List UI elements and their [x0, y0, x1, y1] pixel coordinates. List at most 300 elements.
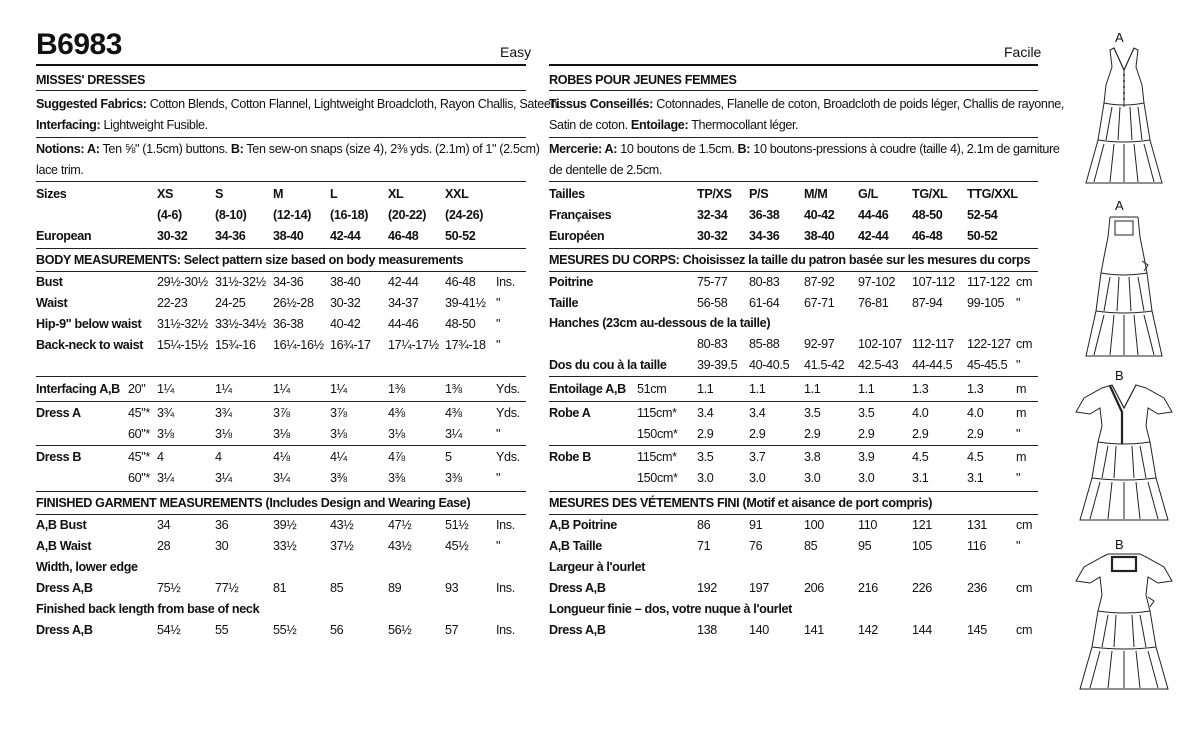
value-cell: 4	[215, 450, 222, 464]
size-europeen: 50-52	[967, 229, 998, 243]
fabric-width: 150cm*	[637, 427, 678, 441]
fabric-width: 60"*	[128, 427, 150, 441]
size-european: 34-36	[215, 229, 246, 243]
value-cell: 24-25	[215, 296, 246, 310]
fabric-width: 45"*	[128, 406, 150, 420]
row-label: Robe A	[549, 406, 591, 420]
value-cell: 75-77	[697, 275, 728, 289]
value-cell: 57	[445, 623, 459, 637]
value-cell: 131	[967, 518, 987, 532]
row-label: A,B Taille	[549, 539, 602, 553]
interfacing-text: Lightweight Fusible.	[100, 118, 208, 132]
value-cell: 40-40.5	[749, 358, 790, 372]
size-range: (12-14)	[273, 208, 312, 222]
value-cell: 1.1	[697, 382, 714, 396]
value-cell: 1.3	[967, 382, 984, 396]
size-range: (4-6)	[157, 208, 182, 222]
value-cell: 5	[445, 450, 452, 464]
value-cell: 4⅜	[445, 406, 462, 420]
divider	[549, 137, 1038, 138]
finished-length-title: Finished back length from base of neck	[36, 602, 260, 616]
value-cell: 33½-34½	[215, 317, 266, 331]
size-range: (24-26)	[445, 208, 484, 222]
value-cell: 41.5-42	[804, 358, 845, 372]
row-label: Waist	[36, 296, 68, 310]
value-cell: 71	[697, 539, 711, 553]
divider	[549, 90, 1038, 91]
value-cell: 85-88	[749, 337, 780, 351]
value-cell: 43½	[388, 539, 412, 553]
value-cell: 2.9	[749, 427, 766, 441]
value-cell: 42.5-43	[858, 358, 899, 372]
value-cell: 4⅛	[273, 450, 290, 464]
size-range: (20-22)	[388, 208, 427, 222]
row-label: Interfacing A,B	[36, 382, 120, 396]
value-cell: 36-38	[273, 317, 304, 331]
divider	[549, 445, 1038, 446]
unit-cell: cm	[1016, 581, 1033, 595]
value-cell: 4	[157, 450, 164, 464]
english-column	[36, 0, 561, 752]
value-cell: 97-102	[858, 275, 896, 289]
value-cell: 44-46	[388, 317, 419, 331]
unit-cell: m	[1016, 406, 1027, 420]
value-cell: 2.9	[858, 427, 875, 441]
value-cell: 76	[749, 539, 763, 553]
divider	[36, 248, 526, 249]
value-cell: 3⅛	[215, 427, 232, 441]
row-label: Dress B	[36, 450, 82, 464]
row-label: Dress A,B	[549, 581, 606, 595]
view-letter: A	[1115, 198, 1124, 213]
value-cell: 51½	[445, 518, 469, 532]
value-cell: 56	[330, 623, 344, 637]
unit-cell: Yds.	[496, 450, 520, 464]
value-cell: 3⅛	[157, 427, 174, 441]
value-cell: 30-32	[330, 296, 361, 310]
value-cell: 85	[330, 581, 344, 595]
value-cell: 100	[804, 518, 824, 532]
unit-cell: "	[496, 539, 501, 553]
value-cell: 4⅜	[388, 406, 405, 420]
unit-cell: Ins.	[496, 581, 515, 595]
value-cell: 37½	[330, 539, 354, 553]
row-label: Bust	[36, 275, 63, 289]
notions-text: 10 boutons de 1.5cm.	[617, 142, 738, 156]
value-cell: 80-83	[749, 275, 780, 289]
value-cell: 3.4	[697, 406, 714, 420]
finished-measurements-title: FINISHED GARMENT MEASUREMENTS (Includes Design and Wearing Ease)	[36, 496, 471, 510]
unit-cell: "	[496, 296, 501, 310]
fabric-width: 150cm*	[637, 471, 678, 485]
fabric-width: 115cm*	[637, 406, 677, 420]
size-europeen: 42-44	[858, 229, 889, 243]
size-francaises: 36-38	[749, 208, 780, 222]
value-cell: 46-48	[445, 275, 476, 289]
divider	[36, 491, 526, 492]
unit-cell: "	[1016, 427, 1021, 441]
size-header: TTG/XXL	[967, 187, 1018, 201]
unit-cell: "	[496, 317, 501, 331]
divider	[549, 491, 1038, 492]
value-cell: 85	[804, 539, 818, 553]
value-cell: 122-127	[967, 337, 1011, 351]
divider	[549, 514, 1038, 515]
size-francaises: 44-46	[858, 208, 889, 222]
row-label: Dos du cou à la taille	[549, 358, 667, 372]
value-cell: 81	[273, 581, 287, 595]
value-cell: 2.9	[804, 427, 821, 441]
row-label: Back-neck to waist	[36, 338, 144, 352]
value-cell: 236	[967, 581, 987, 595]
value-cell: 216	[858, 581, 878, 595]
fabrics-text: Cotonnades, Flanelle de coton, Broadcloth de poids léger, Challis de rayonne,	[653, 97, 1065, 111]
value-cell: 61-64	[749, 296, 780, 310]
value-cell: 99-105	[967, 296, 1005, 310]
value-cell: 3¼	[273, 471, 290, 485]
value-cell: 1¼	[330, 382, 347, 396]
interfacing-label: Entoilage:	[630, 118, 689, 132]
finished-measurements-title: MESURES DES VÉTEMENTS FINI (Motif et aisance de port compris)	[549, 496, 933, 510]
value-cell: 140	[749, 623, 769, 637]
size-european: 50-52	[445, 229, 476, 243]
unit-cell: "	[1016, 539, 1021, 553]
size-header: S	[215, 187, 224, 201]
value-cell: 3.1	[912, 471, 929, 485]
value-cell: 4¼	[330, 450, 347, 464]
value-cell: 3.0	[749, 471, 766, 485]
value-cell: 17¾-18	[445, 338, 486, 352]
unit-cell: cm	[1016, 337, 1033, 351]
value-cell: 3¼	[215, 471, 232, 485]
size-header: G/L	[858, 187, 878, 201]
value-cell: 34	[157, 518, 171, 532]
value-cell: 76-81	[858, 296, 889, 310]
size-header: TP/XS	[697, 187, 732, 201]
size-europeen: 38-40	[804, 229, 835, 243]
interfacing-line	[36, 115, 208, 136]
fabric-width: 115cm*	[637, 450, 677, 464]
value-cell: 39-39.5	[697, 358, 738, 372]
row-label: Dress A,B	[549, 623, 606, 637]
value-cell: 34-36	[273, 275, 304, 289]
value-cell: 92-97	[804, 337, 835, 351]
row-label: Dress A,B	[36, 581, 93, 595]
fabric-width: 20"	[128, 382, 146, 396]
value-cell: 44-44.5	[912, 358, 953, 372]
divider	[36, 90, 526, 91]
section-title: MISSES' DRESSES	[36, 73, 146, 87]
value-cell: 56½	[388, 623, 412, 637]
size-francaises: 32-34	[697, 208, 728, 222]
unit-cell: cm	[1016, 623, 1033, 637]
value-cell: 3.5	[804, 406, 821, 420]
sleeveless-button-front-dress-icon	[1084, 45, 1164, 185]
value-cell: 1.3	[912, 382, 929, 396]
flutter-sleeve-square-neck-dress-icon	[1074, 551, 1174, 691]
unit-cell: "	[496, 338, 501, 352]
divider	[36, 137, 526, 138]
value-cell: 91	[749, 518, 763, 532]
value-cell: 87-92	[804, 275, 835, 289]
unit-cell: m	[1016, 450, 1027, 464]
francaises-label: Françaises	[549, 208, 612, 222]
value-cell: 3.0	[697, 471, 714, 485]
notions-text: Ten ⅝" (1.5cm) buttons.	[99, 142, 231, 156]
row-label: Dress A,B	[36, 623, 93, 637]
fabrics-line	[549, 115, 798, 136]
value-cell: 3.0	[804, 471, 821, 485]
value-cell: 3⅛	[388, 427, 405, 441]
notions-text: Ten sew-on snaps (size 4), 2⅜ yds. (2.1m) of 1" (2.5cm)	[243, 142, 540, 156]
value-cell: 77½	[215, 581, 239, 595]
size-header: P/S	[749, 187, 769, 201]
size-francaises: 48-50	[912, 208, 943, 222]
value-cell: 1.1	[858, 382, 875, 396]
size-header: XS	[157, 187, 174, 201]
value-cell: 39½	[273, 518, 297, 532]
value-cell: 75½	[157, 581, 181, 595]
value-cell: 15¼-15½	[157, 338, 208, 352]
fabric-width: 60"*	[128, 471, 150, 485]
finished-length-title: Longueur finie – dos, votre nuque à l'ourlet	[549, 602, 792, 616]
value-cell: 1.1	[749, 382, 766, 396]
unit-cell: "	[1016, 471, 1021, 485]
value-cell: 112-117	[912, 337, 954, 351]
value-cell: 192	[697, 581, 717, 595]
divider	[549, 248, 1038, 249]
section-title: ROBES POUR JEUNES FEMMES	[549, 73, 737, 87]
value-cell: 145	[967, 623, 987, 637]
value-cell: 1.1	[804, 382, 821, 396]
size-range: (16-18)	[330, 208, 369, 222]
unit-cell: "	[1016, 296, 1021, 310]
value-cell: 4.0	[967, 406, 984, 420]
value-cell: 28	[157, 539, 171, 553]
difficulty-level-en: Easy	[500, 44, 532, 60]
size-european: 42-44	[330, 229, 361, 243]
fabrics-label: Suggested Fabrics:	[36, 97, 147, 111]
value-cell: 15¾-16	[215, 338, 256, 352]
value-cell: 31½-32½	[157, 317, 208, 331]
value-cell: 3⅜	[330, 471, 347, 485]
row-label: Poitrine	[549, 275, 594, 289]
value-cell: 3¾	[157, 406, 174, 420]
divider	[36, 181, 526, 182]
sleeveless-square-neck-dress-icon	[1084, 213, 1164, 358]
value-cell: 3⅜	[445, 471, 462, 485]
size-europeen: 30-32	[697, 229, 728, 243]
divider	[549, 376, 1038, 377]
notions-line: lace trim.	[36, 163, 84, 177]
row-label: Taille	[549, 296, 579, 310]
value-cell: 34-37	[388, 296, 419, 310]
value-cell: 47½	[388, 518, 412, 532]
value-cell: 144	[912, 623, 932, 637]
size-europeen: 34-36	[749, 229, 780, 243]
view-letter: B	[1115, 368, 1124, 383]
unit-cell: cm	[1016, 275, 1033, 289]
value-cell: 142	[858, 623, 878, 637]
value-cell: 48-50	[445, 317, 476, 331]
unit-cell: Yds.	[496, 406, 520, 420]
fabrics-label: Tissus Conseillés:	[549, 97, 654, 111]
european-label: European	[36, 229, 92, 243]
sizes-label: Sizes	[36, 187, 67, 201]
size-header: M	[273, 187, 284, 201]
size-european: 46-48	[388, 229, 419, 243]
value-cell: 3¼	[157, 471, 174, 485]
value-cell: 206	[804, 581, 824, 595]
europeen-label: Européen	[549, 229, 605, 243]
value-cell: 2.9	[912, 427, 929, 441]
value-cell: 89	[388, 581, 402, 595]
row-label: Dress A	[36, 406, 81, 420]
value-cell: 1⅜	[445, 382, 462, 396]
value-cell: 4.0	[912, 406, 929, 420]
divider	[549, 401, 1038, 402]
value-cell: 4⅞	[388, 450, 405, 464]
fabric-width: 51cm	[637, 382, 667, 396]
fabrics-text: Cotton Blends, Cotton Flannel, Lightweight Broadcloth, Rayon Challis, Sateen.	[146, 97, 561, 111]
unit-cell: "	[496, 427, 501, 441]
value-cell: 3⅜	[388, 471, 405, 485]
value-cell: 226	[912, 581, 932, 595]
notions-label: Mercerie: A:	[549, 142, 618, 156]
notions-b-label: B:	[230, 142, 244, 156]
row-label: A,B Poitrine	[549, 518, 617, 532]
fabrics-line	[36, 94, 560, 115]
value-cell: 3⅛	[330, 427, 347, 441]
value-cell: 141	[804, 623, 824, 637]
unit-cell: Ins.	[496, 275, 515, 289]
pattern-number: B6983	[36, 28, 122, 61]
value-cell: 3¾	[215, 406, 232, 420]
notions-line	[549, 139, 1060, 160]
value-cell: 55	[215, 623, 229, 637]
value-cell: 2.9	[967, 427, 984, 441]
value-cell: 55½	[273, 623, 297, 637]
value-cell: 26½-28	[273, 296, 314, 310]
divider	[36, 445, 526, 446]
value-cell: 95	[858, 539, 872, 553]
width-lower-edge-title: Largeur à l'ourlet	[549, 560, 646, 574]
value-cell: 40-42	[330, 317, 361, 331]
interfacing-text: Thermocollant léger.	[688, 118, 799, 132]
value-cell: 3.9	[858, 450, 875, 464]
size-header: M/M	[804, 187, 828, 201]
value-cell: 1¼	[215, 382, 232, 396]
value-cell: 197	[749, 581, 769, 595]
value-cell: 29½-30½	[157, 275, 208, 289]
body-measurements-title: BODY MEASUREMENTS: Select pattern size based on body measurements	[36, 253, 464, 267]
row-label: A,B Waist	[36, 539, 92, 553]
row-label: Hip-9" below waist	[36, 317, 142, 331]
notions-label: Notions: A:	[36, 142, 100, 156]
notions-line	[36, 139, 540, 160]
size-header: XL	[388, 187, 404, 201]
notions-text: 10 boutons-pressions à coudre (taille 4), 2.1m de garniture	[750, 142, 1060, 156]
size-europeen: 46-48	[912, 229, 943, 243]
value-cell: 3⅞	[330, 406, 347, 420]
value-cell: 42-44	[388, 275, 419, 289]
value-cell: 80-83	[697, 337, 728, 351]
value-cell: 3.8	[804, 450, 821, 464]
value-cell: 39-41½	[445, 296, 486, 310]
value-cell: 31½-32½	[215, 275, 266, 289]
value-cell: 38-40	[330, 275, 361, 289]
value-cell: 2.9	[697, 427, 714, 441]
value-cell: 3⅞	[273, 406, 290, 420]
row-label: Entoilage A,B	[549, 382, 626, 396]
width-lower-edge-title: Width, lower edge	[36, 560, 138, 574]
value-cell: 138	[697, 623, 717, 637]
unit-cell: Ins.	[496, 623, 515, 637]
hip-label: Hanches (23cm au-dessous de la taille)	[549, 316, 771, 330]
sizes-label: Tailles	[549, 187, 585, 201]
value-cell: 105	[912, 539, 932, 553]
difficulty-level-fr: Facile	[1004, 44, 1042, 60]
value-cell: 1¼	[157, 382, 174, 396]
value-cell: 3.1	[967, 471, 984, 485]
value-cell: 102-107	[858, 337, 902, 351]
value-cell: 117-122	[967, 275, 1010, 289]
value-cell: 93	[445, 581, 459, 595]
value-cell: 17¼-17½	[388, 338, 439, 352]
value-cell: 3¼	[445, 427, 462, 441]
fabric-width: 45"*	[128, 450, 150, 464]
value-cell: 107-112	[912, 275, 955, 289]
row-label: Robe B	[549, 450, 591, 464]
divider	[36, 401, 526, 402]
row-label: A,B Bust	[36, 518, 87, 532]
notions-line: de dentelle de 2.5cm.	[549, 163, 663, 177]
value-cell: 16¼-16½	[273, 338, 324, 352]
unit-cell: cm	[1016, 518, 1033, 532]
value-cell: 4.5	[912, 450, 929, 464]
value-cell: 116	[967, 539, 987, 553]
value-cell: 56-58	[697, 296, 728, 310]
value-cell: 16¾-17	[330, 338, 371, 352]
notions-b-label: B:	[737, 142, 751, 156]
value-cell: 4.5	[967, 450, 984, 464]
value-cell: 43½	[330, 518, 354, 532]
view-letter: B	[1115, 537, 1124, 552]
value-cell: 22-23	[157, 296, 188, 310]
size-francaises: 52-54	[967, 208, 998, 222]
value-cell: 67-71	[804, 296, 835, 310]
value-cell: 110	[858, 518, 878, 532]
value-cell: 30	[215, 539, 229, 553]
value-cell: 45-45.5	[967, 358, 1008, 372]
unit-cell: "	[1016, 358, 1021, 372]
value-cell: 3.5	[858, 406, 875, 420]
size-header: XXL	[445, 187, 469, 201]
value-cell: 121	[912, 518, 932, 532]
flutter-sleeve-button-front-dress-icon	[1074, 382, 1174, 522]
value-cell: 3.7	[749, 450, 766, 464]
fabrics-line	[549, 94, 1064, 115]
divider	[549, 271, 1038, 272]
unit-cell: m	[1016, 382, 1027, 396]
value-cell: 3.0	[858, 471, 875, 485]
unit-cell: Ins.	[496, 518, 515, 532]
divider	[36, 376, 526, 377]
body-measurements-title: MESURES DU CORPS: Choisissez la taille du patron basée sur les mesures du corps	[549, 253, 1031, 267]
divider	[549, 181, 1038, 182]
value-cell: 1¼	[273, 382, 290, 396]
value-cell: 54½	[157, 623, 181, 637]
